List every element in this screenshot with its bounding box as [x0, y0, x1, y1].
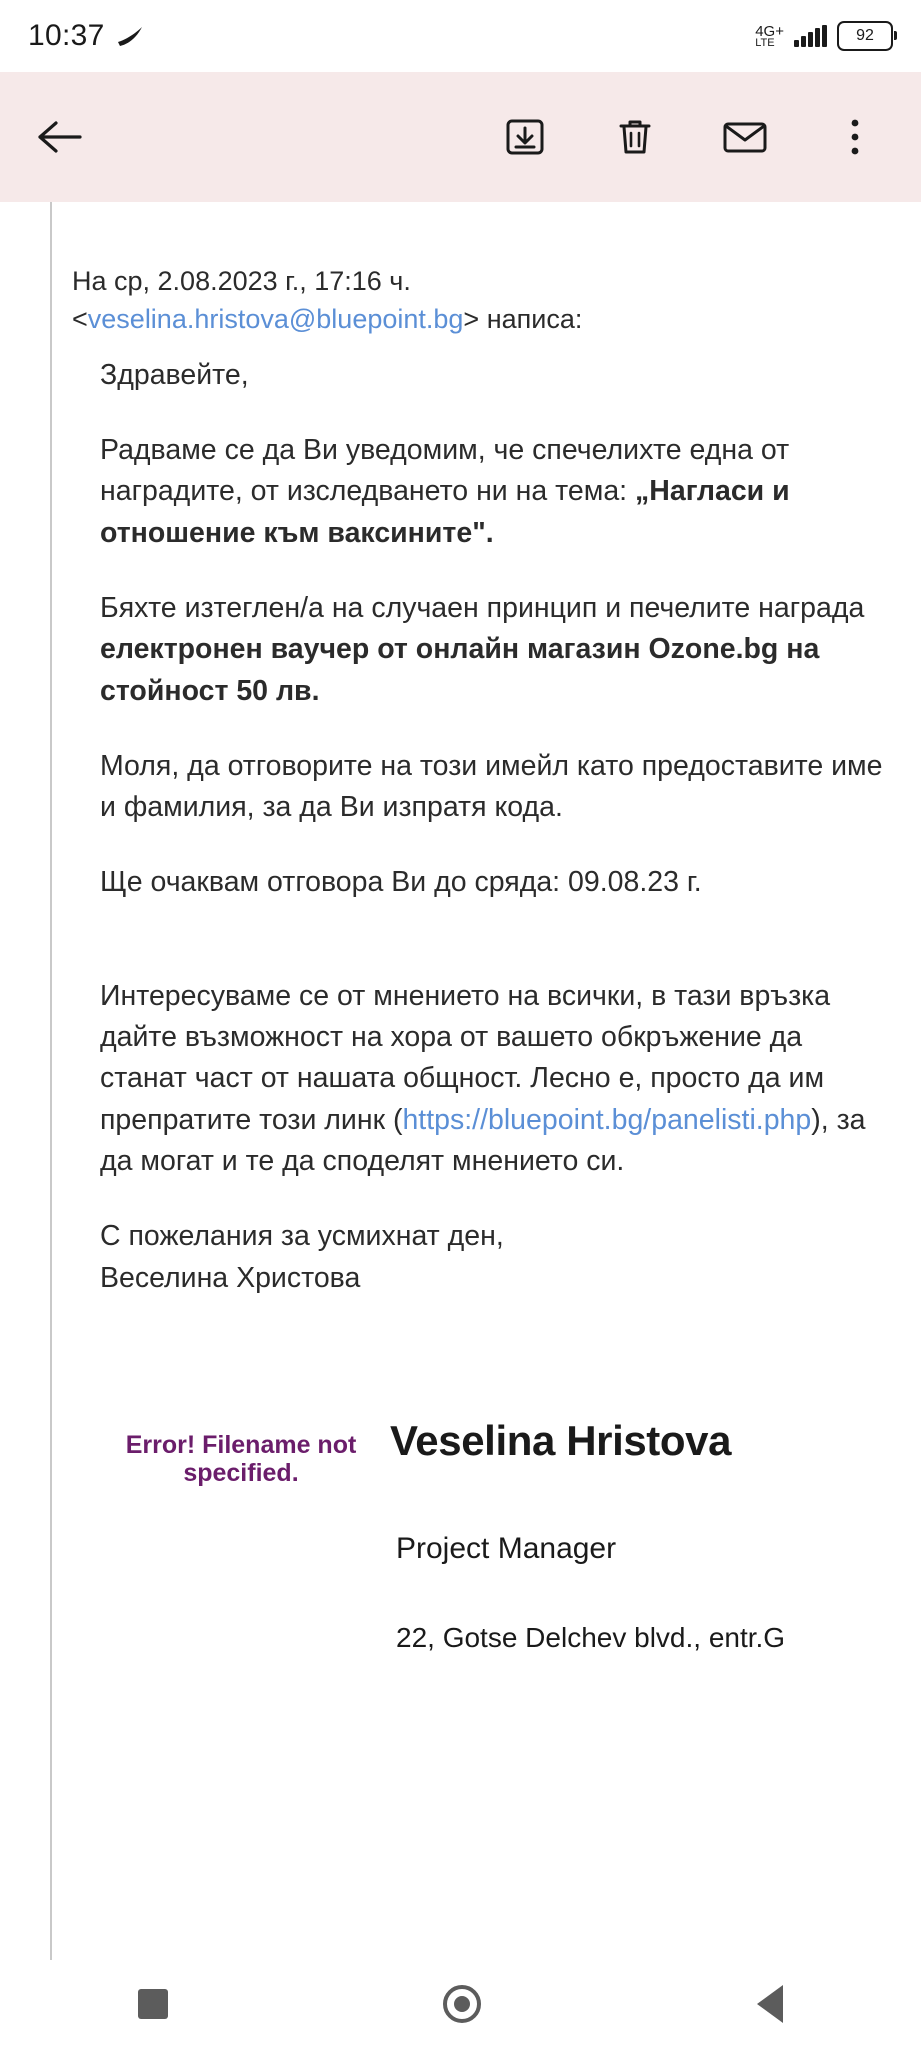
message-container	[0, 202, 921, 1654]
archive-icon[interactable]	[499, 111, 551, 163]
toolbar-actions	[499, 111, 891, 163]
app-toolbar	[0, 72, 921, 202]
paragraph-spacer	[100, 938, 891, 976]
closing-line-2: Веселина Христова	[100, 1261, 361, 1294]
signature-block	[100, 1417, 891, 1488]
quote-header	[72, 262, 891, 339]
status-bar-left	[28, 19, 143, 53]
battery-icon	[837, 21, 893, 51]
home-button-icon[interactable]	[443, 1985, 481, 2023]
sender-email-link[interactable]: veselina.hristova@bluepoint.bg	[87, 304, 464, 335]
bracket-open: <	[72, 304, 88, 335]
network-type-text: 4G+	[755, 22, 784, 40]
more-options-icon[interactable]	[829, 111, 881, 163]
mark-unread-icon[interactable]	[719, 111, 771, 163]
signature-name: Veselina Hristova	[390, 1416, 732, 1464]
closing-block	[100, 1216, 891, 1299]
paragraph-4: Ще очаквам отговора Ви до сряда: 09.08.23 г.	[100, 866, 702, 899]
delete-icon[interactable]	[609, 111, 661, 163]
paragraph-2-bold: електронен ваучер от онлайн магазин Ozone.bg на стойност 50 лв.	[100, 633, 820, 707]
paragraph-1-text: Радваме се да Ви уведомим, че спечелихте една от наградите, от изследването ни на тема:	[100, 433, 790, 508]
status-bar	[0, 0, 921, 72]
paragraph-5	[100, 976, 891, 1183]
signature-role: Project Manager	[396, 1531, 617, 1565]
paragraph-2	[100, 588, 891, 712]
quote-header-date: На ср, 2.08.2023 г., 17:16 ч.	[72, 266, 411, 296]
network-sub-text: LTE	[755, 36, 775, 49]
system-nav-bar	[0, 1960, 921, 2048]
signal-strength-icon	[794, 25, 827, 47]
bracket-close: > написа:	[463, 304, 583, 335]
paragraph-2-text: Бяхте изтеглен/а на случаен принцип и печелите награда	[100, 591, 865, 624]
network-type-label	[755, 24, 784, 49]
signature-image-error: Error! Filename not specified.	[125, 1430, 357, 1488]
status-clock: 10:37	[28, 19, 105, 52]
greeting-paragraph: Здравейте,	[100, 358, 249, 391]
recents-button-icon[interactable]	[138, 1989, 168, 2019]
back-arrow-icon[interactable]	[30, 107, 90, 167]
paragraph-1-bold: „Нагласи и отношение към ваксините".	[100, 475, 790, 549]
battery-level-label: 92	[856, 27, 874, 44]
paragraph-5-text-a: Интересуваме се от мнението на всички, в тази връзка дайте възможност на хора от вашето обкръжение да станат част от нашата общност. Лесно е, просто да им препратите този линк (	[100, 979, 831, 1136]
signature-address: 22, Gotse Delchev blvd., entr.G	[396, 1621, 786, 1653]
closing-line-1: С пожелания за усмихнат ден,	[100, 1220, 504, 1253]
swoosh-icon	[117, 25, 143, 47]
quoted-text	[72, 355, 891, 1654]
paragraph-5-text-b: ), за да могат и те да споделят мнението си.	[100, 1103, 866, 1178]
email-body	[0, 202, 921, 1960]
panelisti-link[interactable]: https://bluepoint.bg/panelisti.php	[402, 1103, 812, 1136]
status-bar-right	[755, 21, 893, 51]
quote-header-sender	[72, 300, 891, 338]
paragraph-1	[100, 430, 891, 554]
paragraph-3: Моля, да отговорите на този имейл като предоставите име и фамилия, за да Ви изпратя кода.	[100, 749, 883, 824]
nav-back-button-icon[interactable]	[757, 1985, 783, 2023]
quote-indicator-line	[50, 202, 52, 1960]
